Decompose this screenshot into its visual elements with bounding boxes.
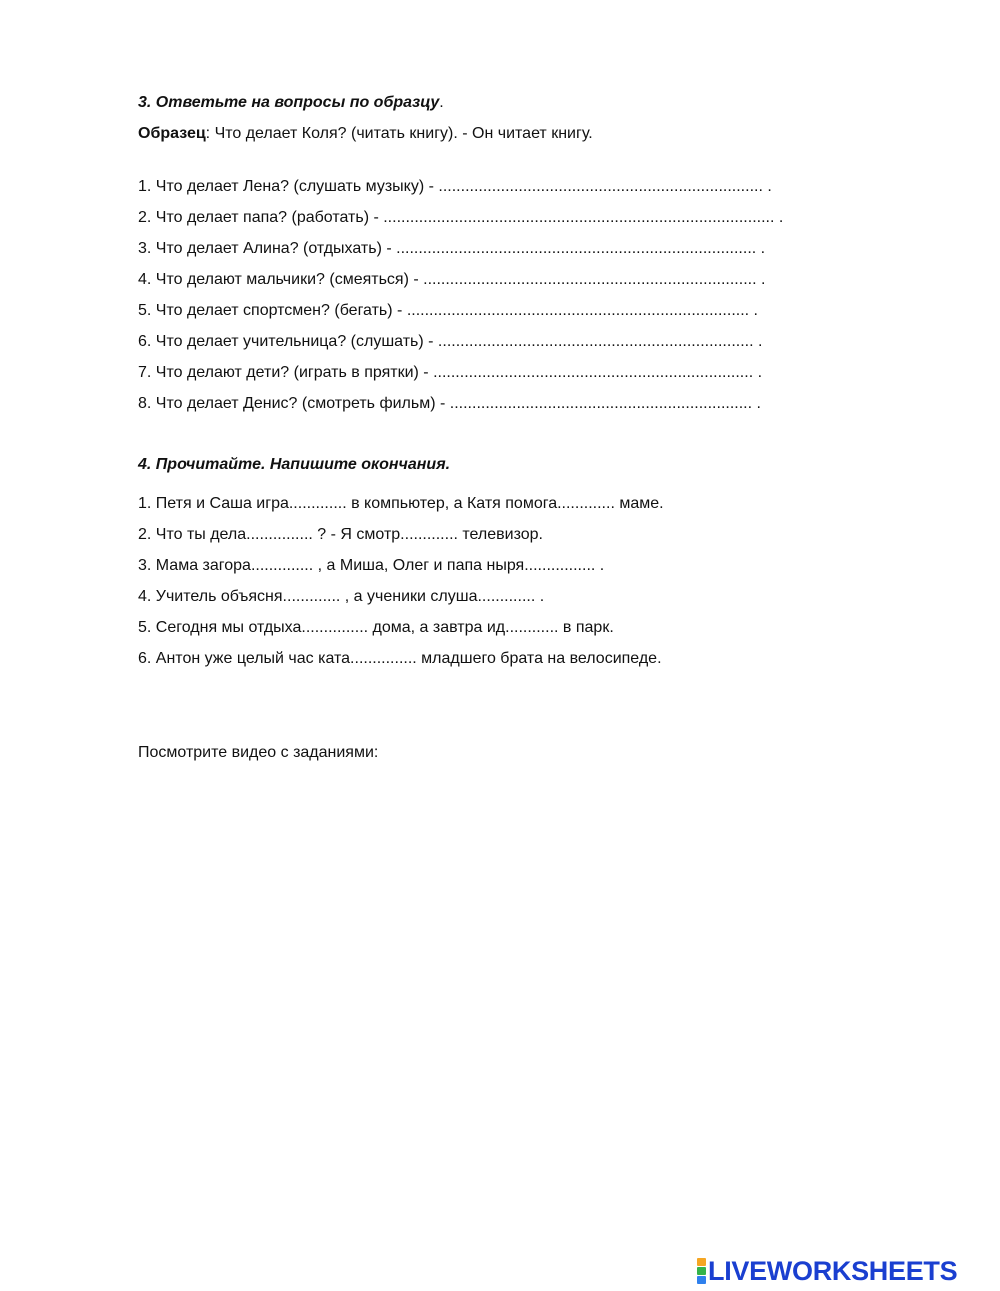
exercise-4-item-6: 6. Антон уже целый час ката............... младшего брата на велосипеде. [138,650,662,667]
exercise-3-heading-period: . [439,94,444,111]
exercise-3-item-8: 8. Что делает Денис? (смотреть фильм) - .................................................................... . [138,395,761,412]
exercise-3-item-7: 7. Что делают дети? (играть в прятки) - ........................................................................ . [138,364,763,381]
exercise-4-item-1: 1. Петя и Саша игра............. в компьютер, а Катя помога............. маме. [138,495,664,512]
sample-line [138,124,593,144]
exercise-3-item-1: 1. Что делает Лена? (слушать музыку) - ......................................................................... . [138,178,772,195]
exercise-4-item-2: 2. Что ты дела............... ? - Я смотр............. телевизор. [138,526,543,543]
exercise-3-item-3: 3. Что делает Алина? (отдыхать) - ................................................................................. . [138,240,766,257]
logo-block-v [697,1276,706,1284]
exercise-3-item-2: 2. Что делает папа? (работать) - ........................................................................................ . [138,209,784,226]
liveworksheets-logo[interactable] [697,1257,957,1285]
exercise-4-item-4: 4. Учитель объясня............. , а ученики слуша............. . [138,588,545,605]
logo-block-i [697,1267,706,1275]
exercise-3-heading [138,93,444,113]
exercise-3-item-5: 5. Что делает спортсмен? (бегать) - ............................................................................. . [138,302,758,319]
exercise-4-item-5: 5. Сегодня мы отдыха............... дома, а завтра ид............ в парк. [138,619,614,636]
logo-block-l [697,1258,706,1266]
exercise-4-heading: 4. Прочитайте. Напишите окончания. [138,456,451,473]
sample-label: Образец [138,125,206,142]
video-prompt: Посмотрите видео с заданиями: [138,744,379,761]
exercise-3-heading-text: 3. Ответьте на вопросы по образцу [138,94,440,111]
logo-text: LIVEWORKSHEETS [708,1256,958,1286]
exercise-4-item-3: 3. Мама загора.............. , а Миша, Олег и папа ныря................ . [138,557,605,574]
logo-blocks-icon [697,1258,706,1284]
exercise-3-item-6: 6. Что делает учительница? (слушать) - ....................................................................... . [138,333,763,350]
sample-text: : Что делает Коля? (читать книгу). - Он читает книгу. [205,125,593,142]
exercise-3-item-4: 4. Что делают мальчики? (смеяться) - ........................................................................... . [138,271,766,288]
